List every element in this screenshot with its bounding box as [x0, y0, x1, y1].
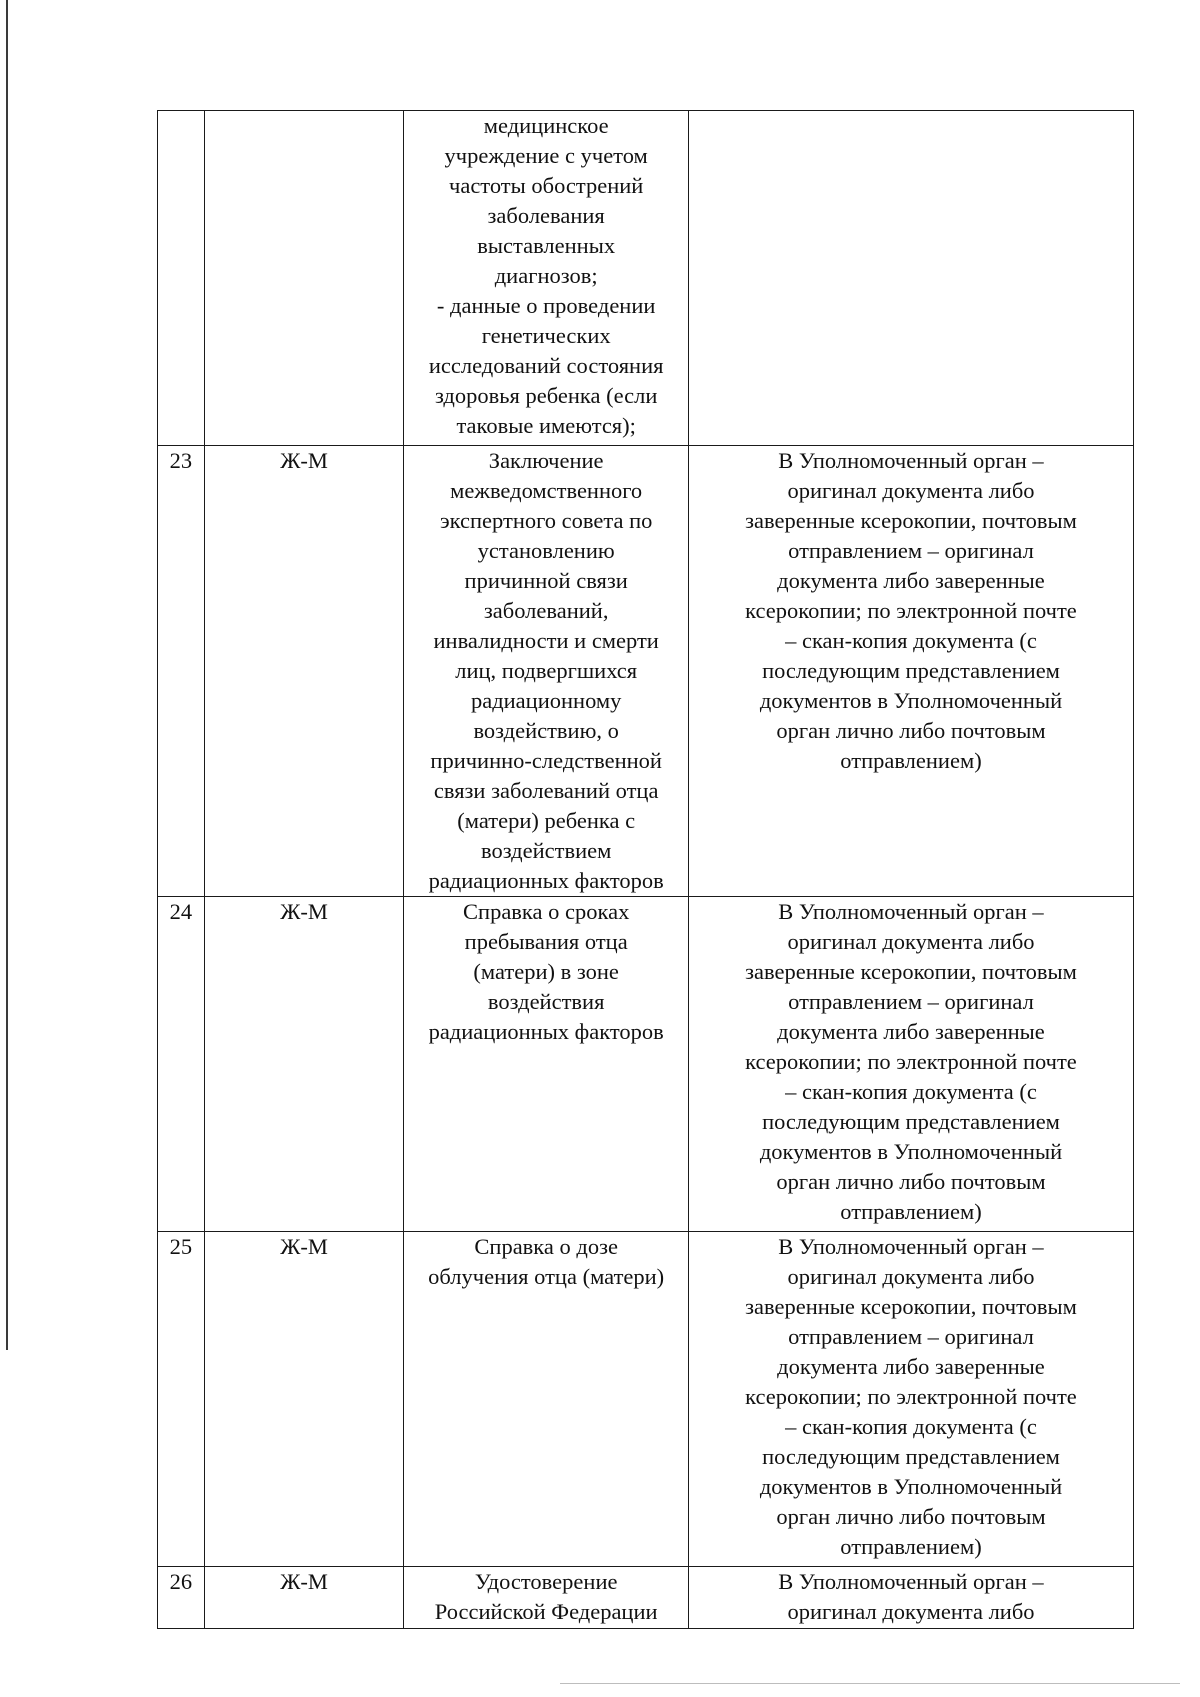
document-line: воздействием: [480, 838, 612, 863]
table-row: [158, 897, 1134, 1232]
submission-line: последующим представлением: [762, 658, 1060, 683]
document-line: исследований состояния: [428, 353, 664, 378]
document-line: частоты обострений: [449, 173, 644, 198]
document-line: лиц, подвергшихся: [455, 658, 638, 683]
row-number-cell: 26: [158, 1567, 205, 1629]
document-line: причинно-следственной: [430, 748, 662, 773]
document-line: учреждение с учетом: [444, 143, 648, 168]
document-line: генетических: [481, 323, 611, 348]
document-line: воздействию, о: [473, 718, 619, 743]
table-row: [158, 1232, 1134, 1567]
document-line: связи заболеваний отца: [433, 778, 659, 803]
document-line: причинной связи: [464, 568, 628, 593]
submission-line: оригинал документа либо: [787, 478, 1035, 503]
submission-method-cell: [688, 1232, 1133, 1567]
document-line: (матери) ребенка с: [457, 808, 636, 833]
submission-line: В Уполномоченный орган –: [778, 899, 1044, 924]
document-line: радиационных факторов: [428, 1019, 664, 1044]
document-name-cell: [404, 446, 689, 897]
submission-line: В Уполномоченный орган –: [778, 448, 1044, 473]
submission-line: орган лично либо почтовым: [776, 1504, 1046, 1529]
document-name-cell: [404, 111, 689, 446]
document-name-cell: [404, 897, 689, 1232]
table-row: [158, 111, 1134, 446]
submission-line: отправлением): [840, 748, 982, 773]
submission-line: отправлением – оригинал: [788, 989, 1034, 1014]
submission-line: документа либо заверенные: [777, 1019, 1045, 1044]
row-number-cell: 23: [158, 446, 205, 897]
document-line: установлению: [477, 538, 615, 563]
submission-line: последующим представлением: [762, 1444, 1060, 1469]
submission-line: последующим представлением: [762, 1109, 1060, 1134]
submission-line: отправлением – оригинал: [788, 1324, 1034, 1349]
document-line: медицинское: [483, 113, 609, 138]
submission-line: документов в Уполномоченный: [759, 1474, 1063, 1499]
applicant-code-cell: [204, 111, 404, 446]
document-line: Заключение: [488, 448, 604, 473]
table-row: [158, 446, 1134, 897]
document-line: выставленных: [477, 233, 616, 258]
submission-line: – скан-копия документа (с: [785, 1079, 1037, 1104]
submission-line: документов в Уполномоченный: [759, 1139, 1063, 1164]
submission-line: документа либо заверенные: [777, 1354, 1045, 1379]
document-line: Российской Федерации: [434, 1599, 658, 1624]
document-line: диагнозов;: [494, 263, 598, 288]
submission-method-cell: [688, 1567, 1133, 1629]
applicant-code-cell: Ж-М: [204, 446, 404, 897]
submission-line: отправлением): [840, 1534, 982, 1559]
document-line: заболевания: [487, 203, 605, 228]
submission-line: орган лично либо почтовым: [776, 718, 1046, 743]
submission-line: оригинал документа либо: [787, 1264, 1035, 1289]
page-bottom-rule: [560, 1683, 1180, 1684]
submission-line: оригинал документа либо: [787, 929, 1035, 954]
row-number-cell: 25: [158, 1232, 205, 1567]
document-line: облучения отца (матери): [428, 1264, 665, 1289]
submission-line: ксерокопии; по электронной почте: [745, 598, 1077, 623]
scan-edge-line: [6, 0, 8, 1350]
submission-line: отправлением – оригинал: [788, 538, 1034, 563]
submission-line: документа либо заверенные: [777, 568, 1045, 593]
submission-line: ксерокопии; по электронной почте: [745, 1384, 1077, 1409]
applicant-code-cell: Ж-М: [204, 1232, 404, 1567]
submission-line: В Уполномоченный орган –: [778, 1234, 1044, 1259]
submission-line: документов в Уполномоченный: [759, 688, 1063, 713]
submission-line: – скан-копия документа (с: [785, 628, 1037, 653]
row-number-cell: 24: [158, 897, 205, 1232]
submission-method-cell: [688, 446, 1133, 897]
submission-line: оригинал документа либо: [787, 1599, 1035, 1624]
document-line: воздействия: [487, 989, 605, 1014]
document-line: Удостоверение: [474, 1569, 618, 1594]
document-line: радиационных факторов: [428, 868, 664, 893]
document-line: таковые имеются);: [456, 413, 636, 438]
document-line: пребывания отца: [464, 929, 628, 954]
row-number-cell: [158, 111, 205, 446]
table-row: [158, 1567, 1134, 1629]
document-line: заболеваний,: [483, 598, 609, 623]
submission-line: ксерокопии; по электронной почте: [745, 1049, 1077, 1074]
document-name-cell: [404, 1567, 689, 1629]
document-line: экспертного совета по: [439, 508, 653, 533]
submission-line: заверенные ксерокопии, почтовым: [745, 508, 1077, 533]
documents-table: [157, 110, 1134, 1629]
document-line: (матери) в зоне: [473, 959, 619, 984]
submission-line: орган лично либо почтовым: [776, 1169, 1046, 1194]
document-line: Справка о сроках: [463, 899, 630, 924]
document-line: радиационному: [470, 688, 622, 713]
submission-method-cell: [688, 897, 1133, 1232]
document-line: Справка о дозе: [474, 1234, 618, 1259]
applicant-code-cell: Ж-М: [204, 897, 404, 1232]
document-line: межведомственного: [450, 478, 643, 503]
submission-line: заверенные ксерокопии, почтовым: [745, 959, 1077, 984]
document-line: - данные о проведении: [436, 293, 656, 318]
document-name-cell: [404, 1232, 689, 1567]
submission-line: заверенные ксерокопии, почтовым: [745, 1294, 1077, 1319]
submission-line: В Уполномоченный орган –: [778, 1569, 1044, 1594]
submission-line: – скан-копия документа (с: [785, 1414, 1037, 1439]
applicant-code-cell: Ж-М: [204, 1567, 404, 1629]
submission-method-cell: [688, 111, 1133, 446]
document-line: здоровья ребенка (если: [434, 383, 658, 408]
submission-line: отправлением): [840, 1199, 982, 1224]
document-line: инвалидности и смерти: [433, 628, 659, 653]
